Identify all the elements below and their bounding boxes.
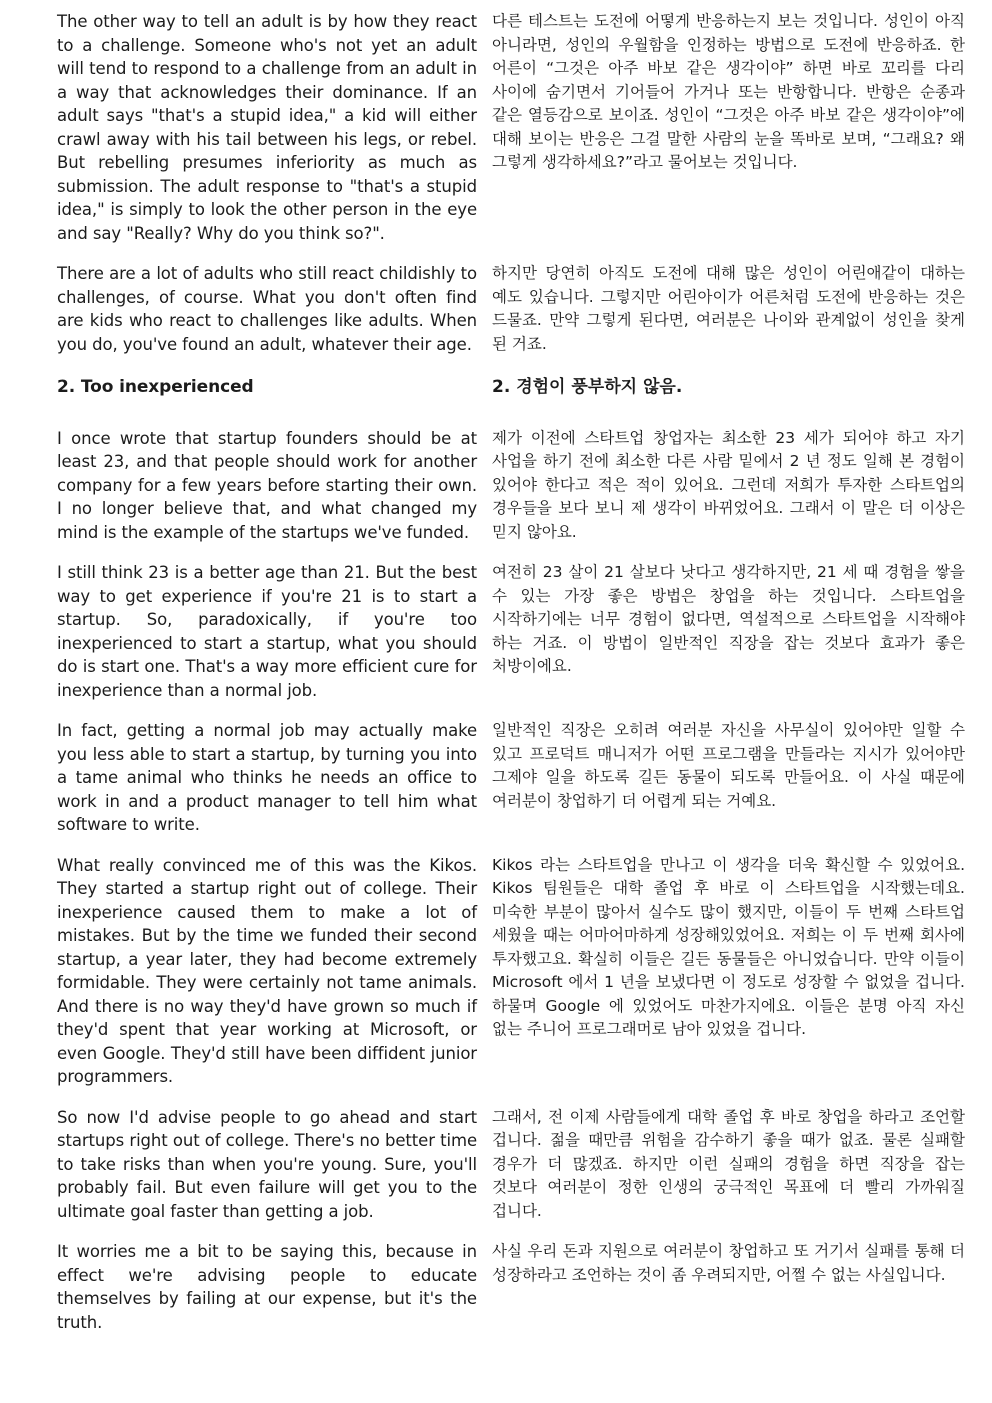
- paragraph-row: [57, 561, 965, 702]
- paragraph-en: So now I'd advise people to go ahead and start startups right out of college. There's no better time to take risks than when you're young. Sure, you'll probably fail. But even failure will get you to the ultimate goal faster than getting a job.: [57, 1107, 477, 1221]
- paragraph-ko: 다른 테스트는 도전에 어떻게 반응하는지 보는 것입니다. 성인이 아직 아니라면, 성인의 우월함을 인정하는 방법으로 도전에 반응하죠. 한 어른이 “그것은 아주 바보 같은 생각이야” 하면 바로 꼬리를 다리 사이에 숨기면서 기어들어 가거나 또는 반항합니다. 반항은 순종과 같은 열등감으로 보이죠. 성인이 “그것은 아주 바보 같은 생각이야”에 대해 보이는 반응은 그걸 말한 사람의 눈을 똑바로 보며, “그래요? 왜 그렇게 생각하세요?”라고 물어보는 것입니다.: [492, 12, 965, 171]
- paragraph-en: The other way to tell an adult is by how they react to a challenge. Someone who's not yet an adult will tend to respond to a challenge from an adult in a way that acknowledges their dominance. If an adult says "that's a stupid idea," a kid will either crawl away with his tail between his legs, or rebel. But rebelling presumes inferiority as much as submission. The adult response to "that's a stupid idea," is simply to look the other person in the eye and say "Really? Why do you think so?".: [57, 12, 477, 243]
- paragraph-row: [57, 719, 965, 837]
- paragraph-en: In fact, getting a normal job may actually make you less able to start a startup, by turning you into a tame animal who thinks he needs an office to work in and a product manager to tell him what software to write.: [57, 721, 477, 834]
- paragraph-ko: Kikos 라는 스타트업을 만나고 이 생각을 더욱 확신할 수 있었어요. Kikos 팀원들은 대학 졸업 후 바로 이 스타트업을 시작했는데요. 미숙한 부분이 많아서 실수도 많이 했지만, 이들이 두 번째 스타트업 세웠을 때는 어마어마하게 성장해있었어요. 저희는 이 두 번째 회사에 투자했고요. 확실히 이들은 길든 동물들은 아니었습니다. 만약 이들이 Microsoft 에서 1 년을 보냈다면 이 정도로 성장할 수 없었을 겁니다. 하물며 Google 에 있었어도 마찬가지에요. 이들은 분명 아직 자신 없는 주니어 프로그래머로 남아 있었을 겁니다.: [492, 855, 965, 1038]
- paragraph-en: There are a lot of adults who still react childishly to challenges, of course. What you don't often find are kids who react to challenges like adults. When you do, you've found an adult, whatever their age.: [57, 264, 477, 354]
- paragraph-en: What really convinced me of this was the Kikos. They started a startup right out of college. Their inexperience caused them to make a lot of mistakes. But by the time we funded their second startup, a year later, they had become extremely formidable. They were certainly not tame animals. And there is no way they'd have grown so much if they'd spent that year working at Microsoft, or even Google. They'd still have been diffident junior programmers.: [57, 855, 477, 1086]
- paragraph-row: [57, 262, 965, 356]
- paragraph-ko: 그래서, 전 이제 사람들에게 대학 졸업 후 바로 창업을 하라고 조언할 겁니다. 젊을 때만큼 위험을 감수하기 좋을 때가 없죠. 물론 실패할 경우가 더 많겠죠. 하지만 이런 실패의 경험을 하면 직장을 잡는 것보다 여러분이 정한 인생의 궁극적인 목표에 더 빨리 가까워질 겁니다.: [492, 1107, 965, 1220]
- paragraph-ko: 사실 우리 돈과 지원으로 여러분이 창업하고 또 거기서 실패를 통해 더 성장하라고 조언하는 것이 좀 우려되지만, 어쩔 수 없는 사실입니다.: [492, 1242, 965, 1284]
- paragraph-row: [57, 10, 965, 245]
- paragraph-row: [57, 427, 965, 545]
- paragraph-row: [57, 1106, 965, 1224]
- paragraph-row: [57, 1240, 965, 1334]
- paragraph-row: [57, 854, 965, 1089]
- paragraph-en: I once wrote that startup founders should be at least 23, and that people should work for another company for a few years before starting their own. I no longer believe that, and what changed my mind is the example of the startups we've funded.: [57, 428, 477, 542]
- section-heading-ko: 2. 경험이 풍부하지 않음.: [492, 377, 683, 397]
- paragraph-en: It worries me a bit to be saying this, because in effect we're advising people to educate themselves by failing at our expense, but it's the truth.: [57, 1242, 477, 1332]
- paragraph-ko: 여전히 23 살이 21 살보다 낫다고 생각하지만, 21 세 때 경험을 쌓을 수 있는 가장 좋은 방법은 창업을 하는 것입니다. 스타트업을 시작하기에는 너무 경험이 없다면, 역설적으로 스타트업을 시작해야 하는 거죠. 이 방법이 일반적인 직장을 잡는 것보다 효과가 좋은 처방이에요.: [492, 563, 965, 675]
- paragraph-en: I still think 23 is a better age than 21. But the best way to get experience if you're 21 is to start a startup. So, paradoxically, if you're too inexperienced to start a startup, what you should do is start one. That's a way more efficient cure for inexperience than a normal job.: [57, 563, 477, 700]
- section-heading-en: 2. Too inexperienced: [57, 377, 254, 397]
- paragraph-ko: 하지만 당연히 아직도 도전에 대해 많은 성인이 어린애같이 대하는 예도 있습니다. 그렇지만 어린아이가 어른처럼 도전에 반응하는 것은 드물죠. 만약 그렇게 된다면, 여러분은 나이와 관계없이 성인을 찾게 된 거죠.: [492, 264, 965, 353]
- section-heading-row: [57, 376, 965, 400]
- paragraph-ko: 제가 이전에 스타트업 창업자는 최소한 23 세가 되어야 하고 자기 사업을 하기 전에 최소한 다른 사람 밑에서 2 년 정도 일해 본 경험이 있어야 한다고 적은 적이 있어요. 그런데 저희가 투자한 스타트업의 경우들을 보다 보니 제 생각이 바뀌었어요. 그래서 이 말은 더 이상은 믿지 않아요.: [492, 428, 965, 541]
- paragraph-ko: 일반적인 직장은 오히려 여러분 자신을 사무실이 있어야만 일할 수 있고 프로덕트 매니저가 어떤 프로그램을 만들라는 지시가 있어야만 그제야 일을 하도록 길든 동물이 되도록 만들어요. 이 사실 때문에 여러분이 창업하기 더 어렵게 되는 거예요.: [492, 721, 965, 810]
